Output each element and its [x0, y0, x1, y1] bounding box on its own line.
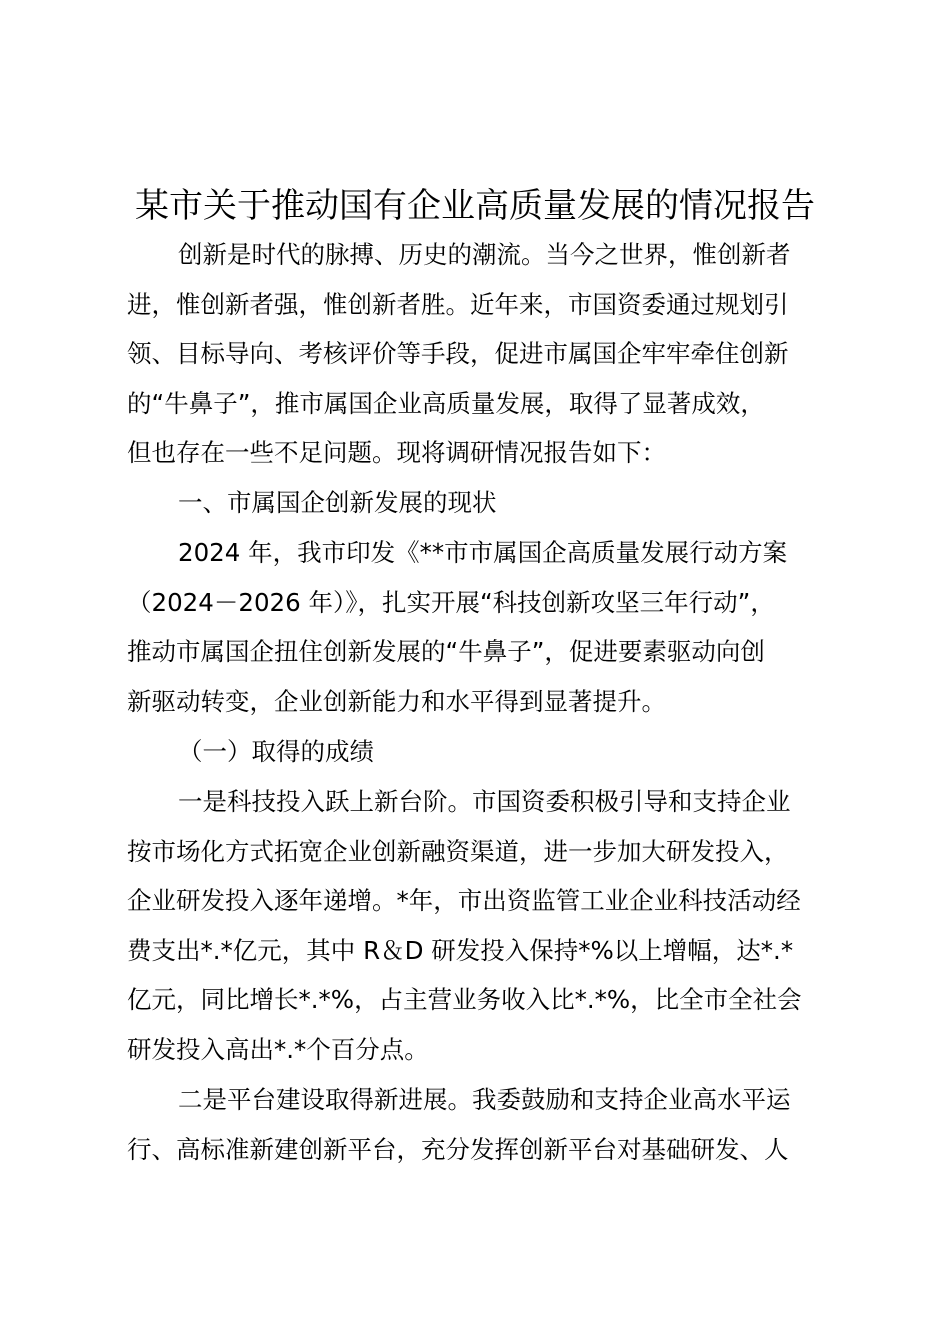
document-title: 某市关于推动国有企业高质量发展的情况报告	[135, 186, 815, 226]
text-line: 领、目标导向、考核评价等手段，促进市属国企牢牢牵住创新	[127, 339, 789, 368]
heading-line: 一、市属国企创新发展的现状	[178, 488, 497, 517]
text-line: 进，惟创新者强，惟创新者胜。近年来，市国资委通过规划引	[127, 289, 789, 319]
text-line: 但也存在一些不足问题。现将调研情况报告如下：	[127, 438, 666, 467]
text-line: 按市场化方式拓宽企业创新融资渠道，进一步加大研发投入，	[127, 836, 789, 866]
text-line: 推动市属国企扭住创新发展的“牛鼻子”，促进要素驱动向创	[127, 637, 765, 666]
text-line: 新驱动转变，企业创新能力和水平得到显著提升。	[127, 686, 666, 716]
paragraph-intro	[127, 230, 833, 478]
section-heading	[127, 478, 833, 528]
text-line: 创新是时代的脉搏、历史的潮流。当今之世界，惟创新者	[178, 240, 791, 269]
paragraph-tech-investment	[127, 777, 833, 1074]
heading-line: （一）取得的成绩	[178, 737, 374, 766]
text-line: 研发投入高出*.*个百分点。	[127, 1034, 429, 1064]
text-line: 费支出*.*亿元，其中 R＆D 研发投入保持*%以上增幅，达*.*	[127, 935, 794, 965]
text-line: 2024 年，我市印发《**市市属国企高质量发展行动方案	[178, 538, 788, 567]
text-line: 行、高标准新建创新平台，充分发挥创新平台对基础研发、人	[127, 1134, 789, 1164]
paragraph-status	[127, 528, 833, 726]
text-line: 一是科技投入跃上新台阶。市国资委积极引导和支持企业	[178, 787, 791, 816]
text-line: （2024－2026 年）》，扎实开展“科技创新攻坚三年行动”，	[127, 587, 775, 617]
subsection-heading	[127, 727, 833, 777]
text-line: 亿元，同比增长*.*%，占主营业务收入比*.*%，比全市全社会	[127, 985, 802, 1014]
text-line: 的“牛鼻子”，推市属国企业高质量发展，取得了显著成效，	[127, 388, 765, 418]
paragraph-platform	[127, 1075, 833, 1174]
text-line: 企业研发投入逐年递增。*年，市出资监管工业企业科技活动经	[127, 886, 801, 915]
text-line: 二是平台建设取得新进展。我委鼓励和支持企业高水平运	[178, 1085, 791, 1114]
